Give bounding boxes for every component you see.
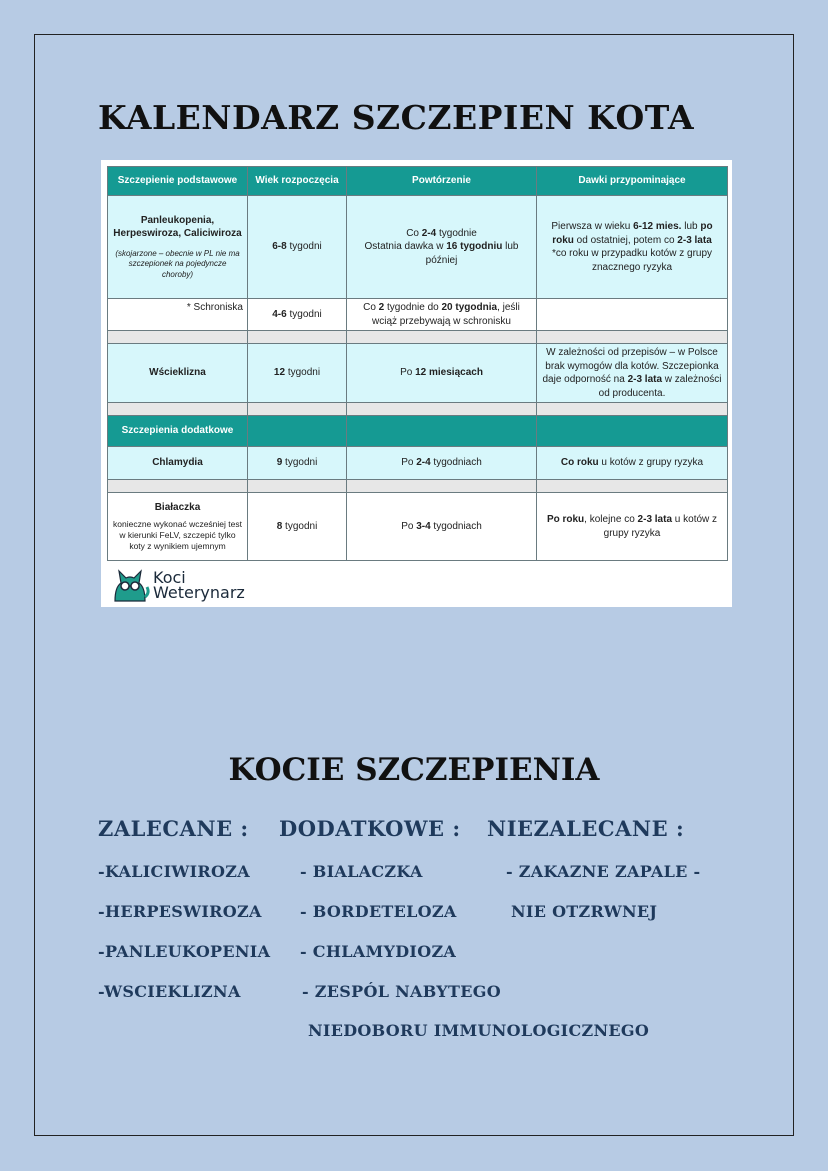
- booster-cell: [537, 447, 728, 480]
- booster-text: u kotów z grupy ryzyka: [598, 457, 704, 469]
- repeat-text: Co: [363, 302, 379, 313]
- booster-note: *co roku w przypadku kotów z grupy znacznego ryzyka: [551, 248, 713, 273]
- vaccine-note: konieczne wykonać wcześniej test w kierunki FeLV, szczepić tylko koty z wynikiem ujemnym: [113, 518, 242, 551]
- table-row: [108, 344, 728, 403]
- category-additional: DODATKOWE :: [279, 816, 461, 841]
- category-not-recommended: NIEZALECANE :: [487, 816, 685, 841]
- table-row: [108, 196, 728, 299]
- booster-value: po roku: [552, 221, 713, 246]
- vaccine-name: Wścieklizna: [149, 367, 206, 379]
- repeat-value: 20 tygodnia: [441, 302, 498, 313]
- age-unit: tygodni: [285, 367, 321, 379]
- booster-cell: [537, 344, 728, 403]
- list-item: - CHLAMYDIOZA: [300, 942, 457, 961]
- list-item: - ZESPÓL NABYTEGO: [302, 982, 501, 1001]
- table-spacer-row: [108, 331, 728, 344]
- repeat-text: Co: [406, 227, 422, 239]
- repeat-value: 2: [378, 302, 385, 313]
- vaccine-name-cell: [108, 196, 248, 299]
- vaccine-name-cell: [108, 299, 248, 331]
- repeat-text: , jeśli wciąż przebywają w schronisku: [372, 302, 520, 327]
- age-cell: [248, 447, 347, 480]
- repeat-value: 2-4: [416, 457, 431, 469]
- vaccine-note: (skojarzone – obecnie w PL nie ma szczepionek na pojedyncze choroby): [115, 248, 240, 279]
- age-cell: [248, 196, 347, 299]
- booster-cell: [537, 493, 728, 561]
- repeat-value: 3-4: [416, 520, 431, 532]
- page-title: KALENDARZ SZCZEPIEN KOTA: [98, 98, 695, 137]
- list-item: - ZAKAZNE ZAPALE -: [506, 862, 701, 881]
- repeat-value: 12 miesiącach: [415, 367, 483, 379]
- repeat-text: Po: [401, 457, 417, 469]
- list-item: -HERPESWIROZA: [98, 902, 262, 921]
- age-value: 4-6: [272, 308, 287, 320]
- logo-line-2: Weterynarz: [153, 583, 245, 602]
- repeat-cell: [347, 344, 537, 403]
- age-unit: tygodni: [282, 520, 318, 532]
- section-title: KOCIE SZCZEPIENIA: [228, 752, 600, 788]
- list-item: NIEDOBORU IMMUNOLOGICZNEGO: [308, 1021, 650, 1040]
- booster-value: Po roku: [546, 514, 585, 525]
- age-unit: tygodni: [286, 308, 322, 320]
- repeat-cell: [347, 493, 537, 561]
- booster-text: , kolejne co: [584, 514, 638, 525]
- vaccine-name-cell: [108, 493, 248, 561]
- age-unit: tygodni: [282, 457, 318, 469]
- repeat-text: Ostatnia dawka w: [364, 241, 447, 253]
- repeat-text: lub później: [425, 241, 519, 266]
- age-value: 12: [273, 367, 286, 379]
- vaccine-name: Panleukopenia, Herpeswiroza, Caliciwiroza: [113, 214, 242, 240]
- vaccination-table: [107, 166, 728, 561]
- repeat-text: tygodnie: [436, 227, 477, 239]
- age-value: 6-8: [272, 241, 287, 253]
- booster-value: 6-12 mies.: [633, 221, 682, 232]
- age-cell: [248, 493, 347, 561]
- section-additional-label: Szczepienia dodatkowe: [108, 416, 248, 447]
- table-row: [108, 447, 728, 480]
- repeat-text: tygodnie do: [384, 302, 442, 313]
- booster-text: w zależności od producenta.: [598, 374, 722, 399]
- booster-value: Co roku: [560, 457, 599, 469]
- list-item: - BORDETELOZA: [300, 902, 457, 921]
- repeat-text: tygodniach: [430, 520, 482, 532]
- age-unit: tygodni: [286, 241, 322, 253]
- age-cell: [248, 344, 347, 403]
- booster-text: lub: [681, 221, 701, 232]
- section-row: [108, 416, 728, 447]
- vaccination-table-card: [101, 160, 732, 607]
- table-row: [108, 299, 728, 331]
- table-header-row: [108, 167, 728, 196]
- category-recommended: ZALECANE :: [98, 816, 249, 841]
- age-value: 9: [276, 457, 283, 469]
- vaccine-name-cell: [108, 344, 248, 403]
- booster-text: od ostatniej, potem co: [573, 234, 678, 246]
- vaccine-name: Białaczka: [154, 502, 201, 514]
- booster-text: u kotów z grupy ryzyka: [603, 514, 718, 539]
- booster-value: 2-3 lata: [637, 514, 673, 525]
- booster-cell: [537, 196, 728, 299]
- logo-text: [153, 570, 245, 600]
- header-start-age: Wiek rozpoczęcia: [248, 167, 347, 196]
- vaccine-name: Chlamydia: [152, 457, 203, 469]
- age-value: 8: [276, 520, 283, 532]
- cat-icon: [109, 567, 151, 603]
- header-booster: Dawki przypominające: [537, 167, 728, 196]
- booster-value: 2-3 lata: [627, 374, 663, 385]
- repeat-value: 16 tygodniu: [446, 241, 503, 253]
- header-repeat: Powtórzenie: [347, 167, 537, 196]
- repeat-text: tygodniach: [430, 457, 482, 469]
- logo-line-1: Koci: [153, 568, 186, 587]
- list-item: NIE OTZRWNEJ: [511, 902, 658, 921]
- table-spacer-row: [108, 480, 728, 493]
- booster-value: 2-3 lata: [677, 234, 712, 246]
- table-row: [108, 493, 728, 561]
- vaccine-name: * Schroniska: [186, 302, 243, 313]
- age-cell: [248, 299, 347, 331]
- list-item: -KALICIWIROZA: [98, 862, 250, 881]
- list-item: -PANLEUKOPENIA: [98, 942, 271, 961]
- booster-cell: [537, 299, 728, 331]
- repeat-text: Po: [400, 367, 416, 379]
- vaccine-name-cell: [108, 447, 248, 480]
- repeat-cell: [347, 196, 537, 299]
- repeat-cell: [347, 447, 537, 480]
- repeat-cell: [347, 299, 537, 331]
- repeat-value: 2-4: [421, 227, 437, 239]
- list-item: -WSCIEKLIZNA: [98, 982, 241, 1001]
- koci-weterynarz-logo: [109, 567, 245, 603]
- table-spacer-row: [108, 403, 728, 416]
- booster-text: W zależności od przepisów – w Polsce brak wymogów dla kotów. Szczepionka daje odporność na: [542, 347, 719, 385]
- list-item: - BIALACZKA: [300, 862, 423, 881]
- booster-text: Pierwsza w wieku: [551, 221, 634, 232]
- repeat-text: Po: [401, 520, 417, 532]
- header-basic-vaccination: Szczepienie podstawowe: [108, 167, 248, 196]
